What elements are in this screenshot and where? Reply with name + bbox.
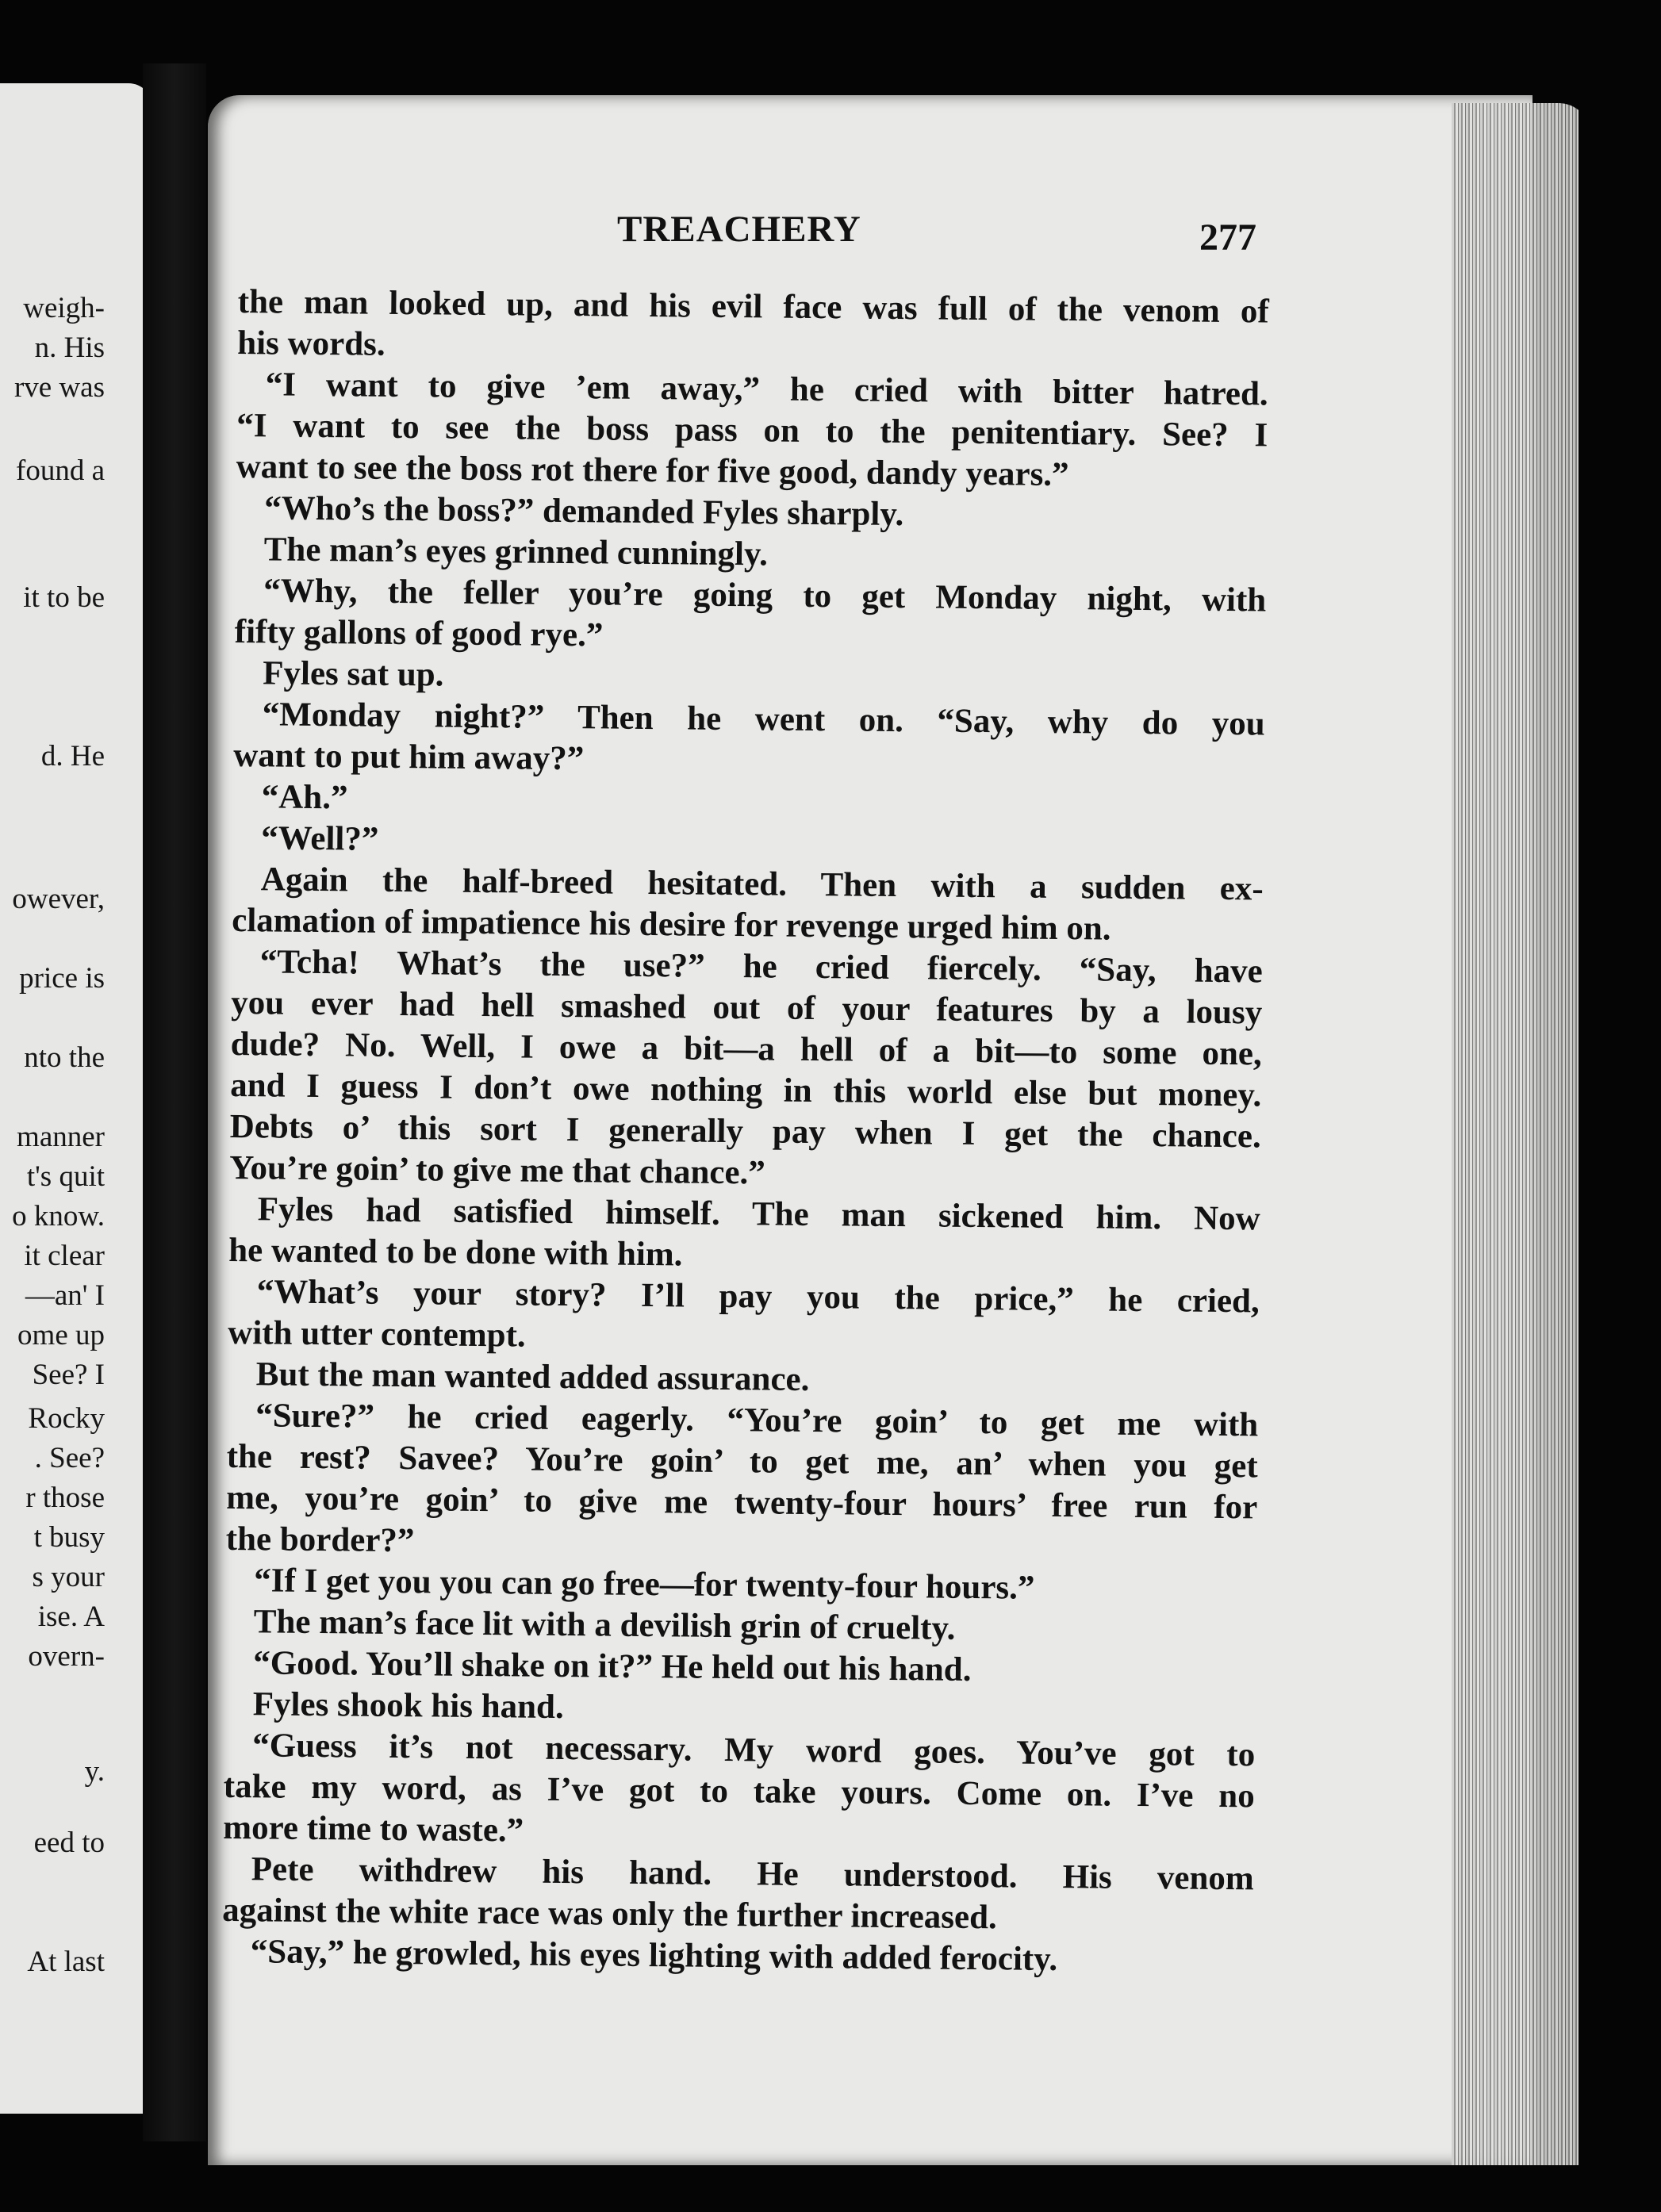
left-page-fragment: See? I	[32, 1359, 105, 1391]
text-line: Again the half-breed hesitated. Then with a sudden ex-	[260, 861, 1264, 908]
text-line: the rest? Savee? You’re goin’ to get me, an’ when you get	[226, 1437, 1258, 1486]
left-page-fragment: eed to	[33, 1827, 105, 1859]
text-line: Fyles shook his hand.	[252, 1685, 564, 1727]
text-line: “I want to give ’em away,” he cried with bitter hatred.	[265, 366, 1268, 413]
text-line: “Why, the feller you’re going to get Monday night, with	[263, 572, 1267, 619]
text-line: You’re goin’ to give me that chance.”	[229, 1148, 766, 1192]
text-line: more time to waste.”	[223, 1808, 524, 1850]
left-page-fragment: overn-	[28, 1640, 105, 1673]
text-line: dude? No. Well, I owe a bit—a hell of a bit—to some one,	[230, 1025, 1262, 1073]
text-line: Pete withdrew his hand. He understood. His venom	[251, 1850, 1254, 1898]
text-line: take my word, as I’ve got to take yours. Come on. I’ve no	[223, 1767, 1255, 1815]
left-page-fragment: n. His	[34, 332, 105, 364]
left-page-fragment: manner	[17, 1121, 105, 1153]
text-line: “Ah.”	[261, 778, 348, 817]
left-page-fragment: Rocky	[28, 1402, 105, 1435]
left-page-fragment: it clear	[24, 1240, 105, 1272]
text-line: Debts o’ this sort I generally pay when I get the chance.	[229, 1107, 1261, 1156]
text-line: he wanted to be done with him.	[228, 1231, 683, 1274]
text-line: But the man wanted added assurance.	[255, 1355, 810, 1398]
left-page-fragment: ise. A	[37, 1601, 105, 1633]
text-line: want to put him away?”	[233, 736, 585, 778]
text-line: “Well?”	[261, 819, 379, 858]
text-line: Fyles had satisfied himself. The man sickened him. Now	[257, 1190, 1260, 1238]
left-page-fragment: r those	[25, 1482, 105, 1514]
text-line: want to see the boss rot there for five good, dandy years.”	[236, 447, 1069, 494]
text-line: the border?”	[225, 1520, 415, 1560]
left-page-fragment: o know.	[12, 1200, 105, 1233]
text-line: “Good. You’ll shake on it?” He held out his hand.	[253, 1644, 972, 1689]
left-page-fragment: weigh-	[23, 292, 105, 324]
text-line: “If I get you you can go free—for twenty-four hours.”	[254, 1562, 1035, 1607]
left-page-fragment: . See?	[34, 1442, 105, 1474]
text-line: against the white race was only the further increased.	[222, 1891, 998, 1937]
left-page-fragment: —an' I	[25, 1279, 105, 1312]
background-shadow	[1579, 95, 1661, 2212]
text-line: “Say,” he growled, his eyes lighting with added ferocity.	[250, 1933, 1058, 1979]
text-line: with utter contempt.	[228, 1313, 526, 1355]
running-head: TREACHERY	[617, 209, 861, 250]
text-line: Fyles sat up.	[263, 654, 444, 694]
left-page-fragment: t busy	[33, 1521, 105, 1554]
left-page-fragment: price is	[19, 962, 105, 995]
text-line: “Sure?” he cried eagerly. “You’re goin’ to get me with	[255, 1397, 1259, 1444]
left-page-fragment: rve was	[13, 371, 105, 404]
left-page-fragment: found a	[16, 454, 105, 487]
text-line: me, you’re goin’ to give me twenty-four hours’ free run for	[226, 1478, 1258, 1527]
text-line: “Tcha! What’s the use?” he cried fiercely. “Say, have	[259, 943, 1263, 991]
left-page-fragment: s your	[32, 1561, 105, 1593]
left-page-fragment: ome up	[17, 1319, 105, 1351]
text-line: “Who’s the boss?” demanded Fyles sharply.	[264, 489, 904, 534]
left-page-fragment: t's quit	[26, 1160, 105, 1193]
text-line: The man’s face lit with a devilish grin of cruelty.	[253, 1603, 956, 1647]
text-line: “What’s your story? I’ll pay you the price,” he cried,	[256, 1273, 1260, 1321]
text-line: and I guess I don’t owe nothing in this world else but money.	[230, 1066, 1262, 1114]
left-page-fragment: d. He	[40, 740, 105, 772]
text-line: the man looked up, and his evil face was full of the venom of	[237, 282, 1269, 331]
text-line: “I want to see the boss pass on to the penitentiary. See? I	[236, 406, 1268, 454]
text-line: “Monday night?” Then he went on. “Say, why do you	[262, 696, 1265, 743]
left-page-fragment: y.	[84, 1755, 105, 1788]
text-line: fifty gallons of good rye.”	[234, 612, 604, 654]
left-page-fragment: nto the	[24, 1041, 105, 1074]
body-text	[222, 282, 1269, 1982]
left-page-fragment: it to be	[23, 581, 105, 614]
text-line: “Guess it’s not necessary. My word goes. You’ve got to	[252, 1727, 1256, 1774]
book-gutter	[143, 63, 206, 2141]
text-line: clamation of impatience his desire for revenge urged him on.	[232, 901, 1111, 948]
text-line: The man’s eyes grinned cunningly.	[263, 531, 769, 573]
left-page-fragment: owever,	[12, 883, 105, 915]
page-edges	[1452, 103, 1590, 2165]
left-page	[0, 83, 152, 2114]
page-number: 277	[1199, 217, 1256, 259]
left-page-fragment: At last	[27, 1946, 105, 1978]
text-line: his words.	[237, 324, 386, 363]
text-line: you ever had hell smashed out of your features by a lousy	[231, 983, 1263, 1032]
